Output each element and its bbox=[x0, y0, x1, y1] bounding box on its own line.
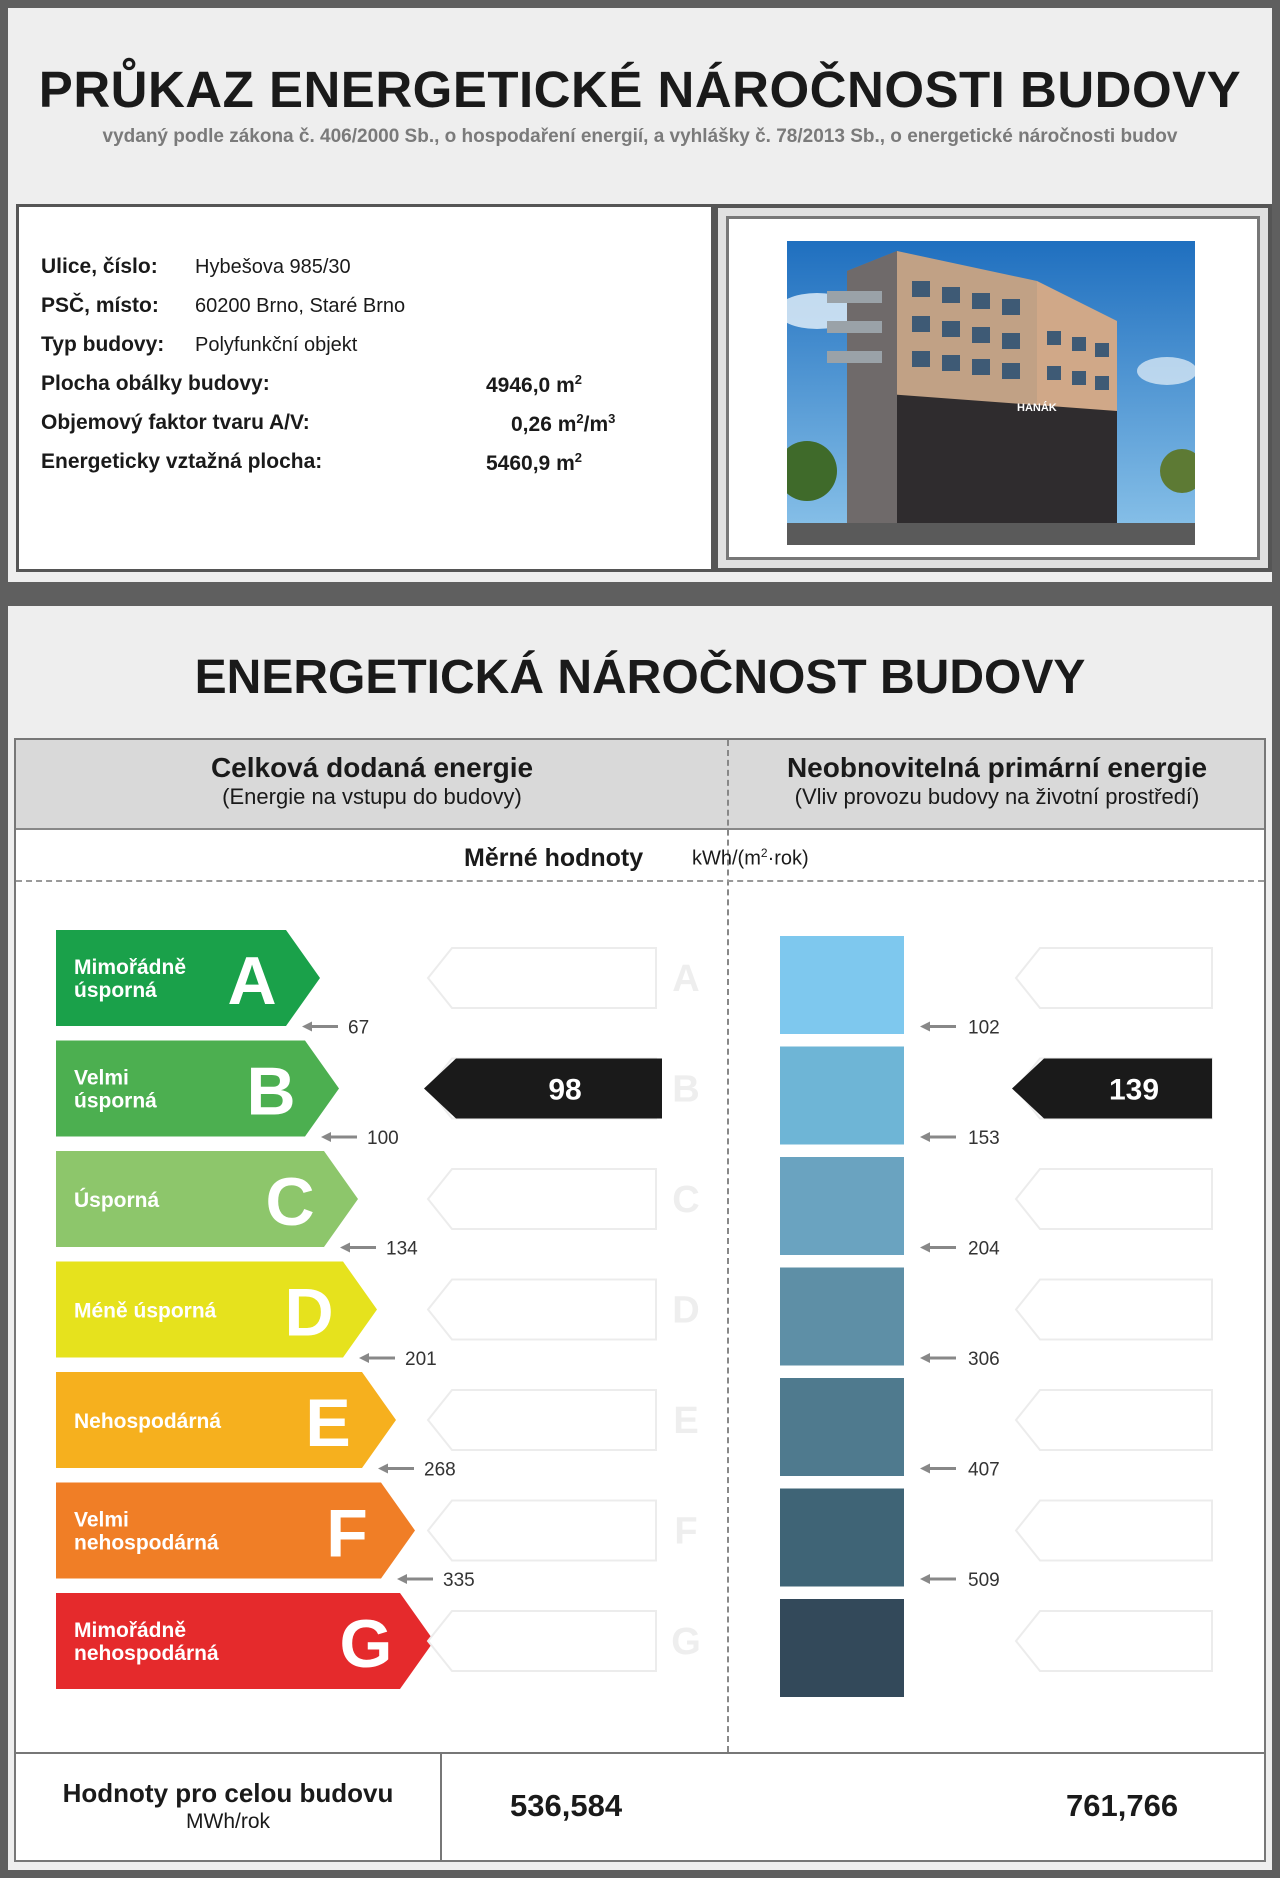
empty-marker-right bbox=[1016, 1501, 1212, 1561]
left-column-header bbox=[16, 752, 728, 810]
right-column-title: Neobnovitelná primární energie bbox=[786, 752, 1208, 783]
energy-class-e bbox=[56, 1372, 1212, 1476]
energy-class-letter: E bbox=[305, 1385, 351, 1461]
threshold-arrowhead-right bbox=[920, 1243, 930, 1253]
primary-energy-band bbox=[780, 1599, 904, 1697]
threshold-value-left: 100 bbox=[367, 1128, 399, 1149]
empty-marker-left bbox=[428, 1611, 656, 1671]
city-label: PSČ, místo: bbox=[41, 294, 159, 317]
energy-table bbox=[14, 738, 1266, 1862]
primary-energy-marker-value: 139 bbox=[1108, 1073, 1160, 1107]
energy-class-c bbox=[56, 1151, 1212, 1255]
energy-scale-graphic bbox=[16, 882, 1264, 1752]
energy-class-d bbox=[56, 1262, 1212, 1366]
empty-marker-right bbox=[1016, 1280, 1212, 1340]
empty-marker-left bbox=[428, 1280, 656, 1340]
energy-class-label: Velmi bbox=[74, 1066, 129, 1090]
shape-factor-label: Objemový faktor tvaru A/V: bbox=[41, 411, 310, 434]
energy-class-label: Mimořádně bbox=[74, 956, 187, 979]
energy-class-f bbox=[56, 1483, 1212, 1587]
balcony bbox=[827, 291, 882, 303]
primary-energy-band bbox=[780, 1489, 904, 1587]
threshold-arrowhead-left bbox=[340, 1243, 350, 1253]
right-column-header bbox=[728, 752, 1266, 810]
energy-class-letter: D bbox=[284, 1274, 334, 1351]
reference-area-label: Energeticky vztažná plocha: bbox=[41, 450, 323, 473]
building-photo-frame bbox=[714, 204, 1272, 572]
threshold-value-left: 201 bbox=[405, 1349, 437, 1370]
specific-values-label: Měrné hodnoty bbox=[464, 844, 644, 872]
page-subtitle: vydaný podle zákona č. 406/2000 Sb., o hospodaření energií, a vyhlášky č. 78/2013 Sb., o energetické náročnosti budov bbox=[102, 126, 1178, 147]
delivered-energy-marker-value: 98 bbox=[548, 1073, 582, 1107]
left-column-subtitle: (Energie na vstupu do budovy) bbox=[222, 784, 522, 809]
primary-energy-band bbox=[780, 936, 904, 1034]
threshold-value-right: 102 bbox=[968, 1017, 1000, 1039]
city-value: 60200 Brno, Staré Brno bbox=[195, 295, 406, 317]
building-photo bbox=[787, 241, 1195, 545]
delivered-energy-marker-shape bbox=[424, 1059, 662, 1119]
threshold-value-right: 407 bbox=[968, 1459, 1000, 1481]
envelope-label: Plocha obálky budovy: bbox=[41, 372, 270, 395]
energy-class-letter: G bbox=[339, 1606, 393, 1682]
column-header-row bbox=[16, 740, 1264, 830]
footer-separator bbox=[440, 1754, 442, 1862]
cloud bbox=[1137, 357, 1195, 385]
threshold-arrowhead-left bbox=[397, 1574, 407, 1584]
left-column-title: Celková dodaná energie bbox=[210, 752, 534, 783]
primary-energy-band bbox=[780, 1047, 904, 1145]
energy-class-a bbox=[56, 930, 1212, 1034]
energy-section-title: ENERGETICKÁ NÁROČNOST BUDOVY bbox=[194, 651, 1086, 704]
threshold-arrowhead-right bbox=[920, 1574, 930, 1584]
certificate-header-panel bbox=[8, 8, 1272, 582]
energy-class-letter: B bbox=[246, 1053, 296, 1130]
threshold-value-right: 204 bbox=[968, 1238, 1000, 1260]
reference-area-value: 5460,9 $m^2$ bbox=[486, 450, 582, 475]
threshold-arrowhead-left bbox=[321, 1132, 331, 1142]
specific-values-unit: kWh/$(m^2\cdot rok)$ bbox=[692, 846, 809, 870]
threshold-arrowhead-right bbox=[920, 1132, 930, 1142]
balcony bbox=[827, 351, 882, 363]
whole-building-label: Hodnoty pro celou budovu bbox=[62, 1778, 394, 1808]
primary-energy-band bbox=[780, 1268, 904, 1366]
energy-performance-panel bbox=[8, 606, 1272, 1870]
ghost-class-letter: F bbox=[674, 1510, 698, 1553]
energy-class-g bbox=[56, 1593, 1212, 1697]
empty-marker-left bbox=[428, 1501, 656, 1561]
energy-class-letter: A bbox=[227, 943, 277, 1019]
whole-building-row bbox=[16, 1752, 1264, 1862]
empty-marker-left bbox=[428, 1390, 656, 1450]
threshold-value-left: 268 bbox=[424, 1459, 456, 1481]
whole-building-delivered-value: 536,584 bbox=[510, 1788, 623, 1823]
threshold-arrowhead-left bbox=[302, 1022, 312, 1032]
empty-marker-left bbox=[428, 1169, 656, 1229]
ghost-class-letter: D bbox=[672, 1289, 700, 1332]
specific-values-row bbox=[16, 830, 1264, 882]
threshold-arrowhead-right bbox=[920, 1464, 930, 1474]
building-sign-text: HANÁK bbox=[1017, 402, 1057, 414]
page-title: PRŮKAZ ENERGETICKÉ NÁROČNOSTI BUDOVY bbox=[38, 61, 1242, 118]
ghost-class-letter: C bbox=[672, 1179, 700, 1221]
threshold-arrowhead-right bbox=[920, 1022, 930, 1032]
energy-class-label: nehospodárná bbox=[74, 1642, 219, 1665]
energy-class-label: Nehospodárná bbox=[74, 1410, 222, 1433]
shape-factor-value: 0,26 $m^2/m^3$ bbox=[511, 411, 616, 436]
ghost-class-letter: G bbox=[671, 1621, 701, 1663]
energy-class-letter: F bbox=[326, 1495, 368, 1572]
primary-energy-band bbox=[780, 1378, 904, 1476]
building-info-box bbox=[16, 204, 714, 572]
threshold-value-right: 306 bbox=[968, 1349, 1000, 1370]
energy-class-letter: C bbox=[265, 1164, 315, 1240]
street bbox=[787, 523, 1195, 545]
energy-class-label: Méně úsporná bbox=[74, 1299, 217, 1323]
type-label: Typ budovy: bbox=[41, 333, 165, 356]
threshold-value-left: 67 bbox=[348, 1017, 370, 1039]
whole-building-primary-value: 761,766 bbox=[1066, 1788, 1179, 1823]
threshold-value-left: 335 bbox=[443, 1570, 475, 1591]
threshold-arrowhead-left bbox=[378, 1464, 388, 1474]
threshold-arrowhead-left bbox=[359, 1353, 369, 1363]
energy-class-label: Úsporná bbox=[74, 1189, 160, 1212]
whole-building-unit: MWh/rok bbox=[186, 1810, 270, 1833]
threshold-value-left: 134 bbox=[386, 1238, 418, 1260]
ghost-class-letter: B bbox=[672, 1068, 700, 1111]
energy-class-label: úsporná bbox=[74, 979, 157, 1002]
street-label: Ulice, číslo: bbox=[41, 255, 158, 278]
energy-class-label: Velmi bbox=[74, 1508, 129, 1532]
primary-energy-band bbox=[780, 1157, 904, 1255]
empty-marker-left bbox=[428, 948, 656, 1008]
energy-class-label: Mimořádně bbox=[74, 1619, 187, 1642]
threshold-arrowhead-right bbox=[920, 1353, 930, 1363]
threshold-value-right: 509 bbox=[968, 1570, 1000, 1591]
balcony bbox=[827, 321, 882, 333]
empty-marker-right bbox=[1016, 1611, 1212, 1671]
envelope-value: 4946,0 $m^2$ bbox=[486, 372, 582, 397]
energy-class-label: úsporná bbox=[74, 1089, 157, 1113]
building-photo-inner bbox=[726, 216, 1260, 560]
empty-marker-right bbox=[1016, 948, 1212, 1008]
empty-marker-right bbox=[1016, 1169, 1212, 1229]
ghost-class-letter: A bbox=[672, 958, 700, 1000]
threshold-value-right: 153 bbox=[968, 1128, 1000, 1149]
street-value: Hybešova 985/30 bbox=[195, 256, 351, 278]
type-value: Polyfunkční objekt bbox=[195, 334, 358, 356]
energy-class-label: nehospodárná bbox=[74, 1531, 219, 1555]
empty-marker-right bbox=[1016, 1390, 1212, 1450]
ghost-class-letter: E bbox=[673, 1400, 699, 1442]
right-column-subtitle: (Vliv provozu budovy na životní prostředí) bbox=[794, 784, 1200, 809]
